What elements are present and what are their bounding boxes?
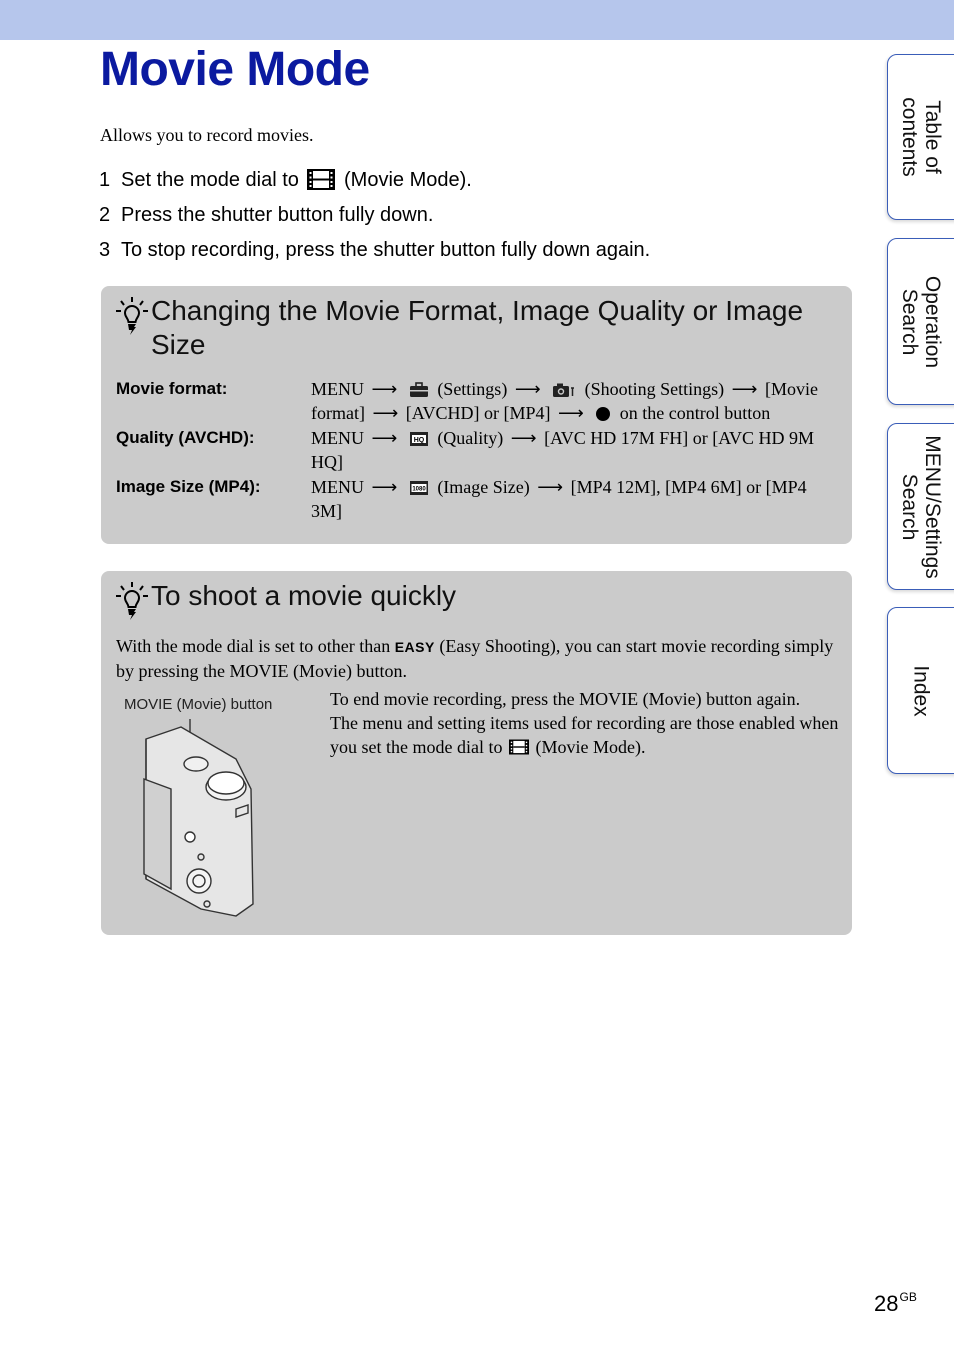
value-text: [MP4 12M], [MP4 6M] or [MP4 3M] — [311, 477, 807, 521]
tip-box-movie-format — [101, 286, 852, 544]
top-band — [0, 0, 954, 40]
quality-hq-icon — [409, 431, 429, 447]
tip-paragraph — [116, 634, 841, 683]
row-value — [311, 377, 841, 425]
menu-text: MENU — [311, 428, 364, 448]
value-text: [Movie format] — [311, 379, 818, 423]
page-number-suffix: GB — [899, 1290, 917, 1304]
arrow-icon: ⟶ — [557, 403, 584, 423]
easy-mode-icon: EASY — [394, 639, 435, 655]
tip-notes — [330, 687, 840, 759]
arrow-icon: ⟶ — [510, 428, 537, 448]
tab-label: Operation Search — [898, 275, 944, 368]
tip-heading — [115, 294, 835, 362]
menu-text: MENU — [311, 477, 364, 497]
step-number: 2 — [99, 204, 111, 226]
tab-label: MENU/Settings Search — [898, 434, 944, 579]
step-text: Set the mode dial to — [121, 169, 299, 191]
step-text-after: (Movie Mode). — [344, 169, 472, 191]
paragraph-text: With the mode dial is set to other than — [116, 636, 391, 656]
shooting-settings-camera-icon — [552, 382, 576, 398]
movie-film-icon — [307, 169, 335, 190]
steps-list — [99, 166, 650, 271]
note-text: (Movie Mode). — [535, 737, 646, 757]
paragraph-text: (Easy Shooting), you can start movie recording simply by pressing the MOVIE (Movie) button. — [116, 636, 834, 681]
menu-text: MENU — [311, 379, 364, 399]
image-size-1080-icon — [409, 480, 429, 496]
svg-text:HQ: HQ — [413, 437, 425, 444]
page-number-value: 28 — [874, 1291, 899, 1316]
tip-heading-text: Changing the Movie Format, Image Quality or Image Size — [151, 295, 804, 360]
page-number — [874, 1290, 917, 1317]
arrow-icon: ⟶ — [371, 379, 398, 399]
step-text: To stop recording, press the shutter button fully down again. — [121, 239, 651, 261]
note-menu-items — [330, 711, 840, 759]
settings-rows — [116, 377, 841, 524]
tip-heading-text: To shoot a movie quickly — [151, 580, 457, 611]
camera-illustration — [141, 719, 261, 919]
value-text: [AVC HD 17M FH] or [AVC HD 9M HQ] — [311, 428, 814, 472]
value-text: (Shooting Settings) — [584, 379, 725, 399]
row-label: Movie format: — [116, 379, 228, 398]
value-text: [AVCHD] or [MP4] — [405, 403, 551, 423]
tab-index[interactable] — [887, 607, 954, 774]
movie-button-caption: MOVIE (Movie) button — [124, 696, 273, 713]
row-label: Image Size (MP4): — [116, 477, 261, 496]
tab-operation-search[interactable] — [887, 238, 954, 405]
value-text: on the control button — [619, 403, 771, 423]
tab-label: Index — [909, 664, 933, 717]
value-text: (Image Size) — [437, 477, 530, 497]
row-quality — [116, 426, 841, 474]
step-number: 1 — [99, 169, 111, 191]
value-text: (Settings) — [437, 379, 508, 399]
tip-box-quick-movie — [101, 571, 852, 935]
row-image-size — [116, 475, 841, 523]
arrow-icon: ⟶ — [372, 403, 399, 423]
control-button-dot-icon — [595, 406, 611, 422]
arrow-icon: ⟶ — [514, 379, 541, 399]
tab-menu-settings-search[interactable] — [887, 423, 954, 590]
tip-bulb-icon — [115, 581, 149, 621]
page-title: Movie Mode — [100, 43, 370, 96]
step-number: 3 — [99, 239, 111, 261]
step-2 — [99, 201, 650, 236]
movie-film-icon — [509, 739, 529, 755]
row-movie-format — [116, 377, 841, 425]
intro-text: Allows you to record movies. — [100, 125, 314, 145]
value-text: (Quality) — [437, 428, 504, 448]
note-text: The menu and setting items used for recording are those enabled when you set the mode dial to — [330, 713, 839, 757]
step-3 — [99, 236, 650, 271]
tip-bulb-icon — [115, 296, 149, 336]
settings-toolbox-icon — [409, 382, 429, 398]
arrow-icon: ⟶ — [371, 477, 398, 497]
arrow-icon: ⟶ — [537, 477, 564, 497]
step-text: Press the shutter button fully down. — [121, 204, 434, 226]
row-value — [311, 426, 841, 474]
arrow-icon: ⟶ — [731, 379, 758, 399]
note-end-recording: To end movie recording, press the MOVIE (Movie) button again. — [330, 689, 801, 709]
tip-heading — [115, 579, 835, 613]
tab-table-of-contents[interactable] — [887, 54, 954, 220]
svg-text:1080: 1080 — [412, 486, 426, 493]
row-label: Quality (AVCHD): — [116, 428, 255, 447]
step-1 — [99, 166, 650, 201]
tab-label: Table of contents — [898, 97, 944, 177]
row-value — [311, 475, 841, 523]
arrow-icon: ⟶ — [371, 428, 398, 448]
